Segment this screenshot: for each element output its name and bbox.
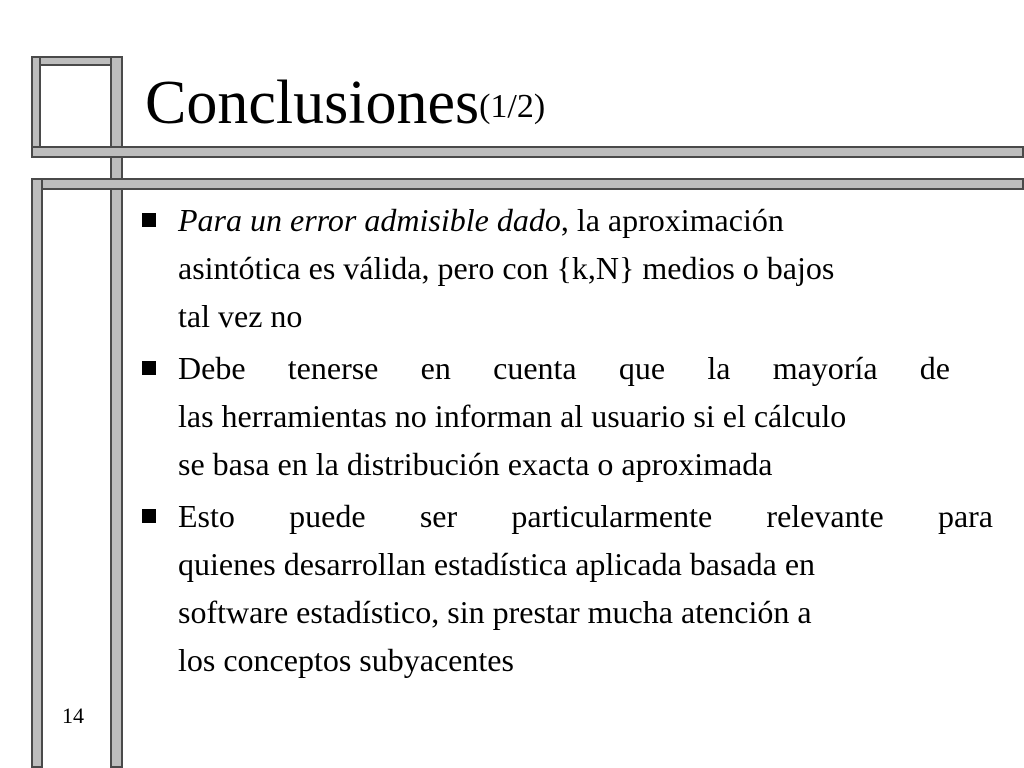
bullet-line: se basa en la distribución exacta o aproximada xyxy=(178,446,773,482)
bullet-item xyxy=(138,344,1018,488)
frame-vertical-right xyxy=(110,56,123,768)
bullet-list xyxy=(138,196,1018,688)
square-bullet-icon xyxy=(142,213,156,227)
bullet-line: tal vez no xyxy=(178,298,303,334)
page-number: 14 xyxy=(62,703,84,728)
bullet-line xyxy=(178,196,1018,244)
bullet-item xyxy=(138,492,1018,684)
slide-title-text: Conclusiones xyxy=(145,69,480,137)
bullet-line: Debe tenerse en cuenta que la mayoría de xyxy=(178,350,950,386)
bullet-text: , la aproximación xyxy=(560,202,784,238)
bullet-line: software estadístico, sin prestar mucha atención a xyxy=(178,594,812,630)
frame-content-topline xyxy=(31,178,1024,190)
bullet-line: quienes desarrollan estadística aplicada basada en xyxy=(178,546,816,582)
slide-title xyxy=(145,68,545,138)
bullet-line: las herramientas no informan al usuario si el cálculo xyxy=(178,398,847,434)
bullet-item xyxy=(138,196,1018,340)
square-bullet-icon xyxy=(142,361,156,375)
frame-title-underline xyxy=(31,146,1024,158)
bullet-line: los conceptos subyacentes xyxy=(178,642,514,678)
bullet-italic-text: Para un error admisible dado xyxy=(178,202,561,238)
bullet-line: Esto puede ser particularmente relevante para xyxy=(178,498,993,534)
frame-top-box-left xyxy=(31,56,41,158)
square-bullet-icon xyxy=(142,509,156,523)
frame-vertical-left xyxy=(31,178,43,768)
bullet-line: asintótica es válida, pero con {k,N} medios o bajos xyxy=(178,250,835,286)
slide-title-superscript: (1/2) xyxy=(479,88,546,125)
